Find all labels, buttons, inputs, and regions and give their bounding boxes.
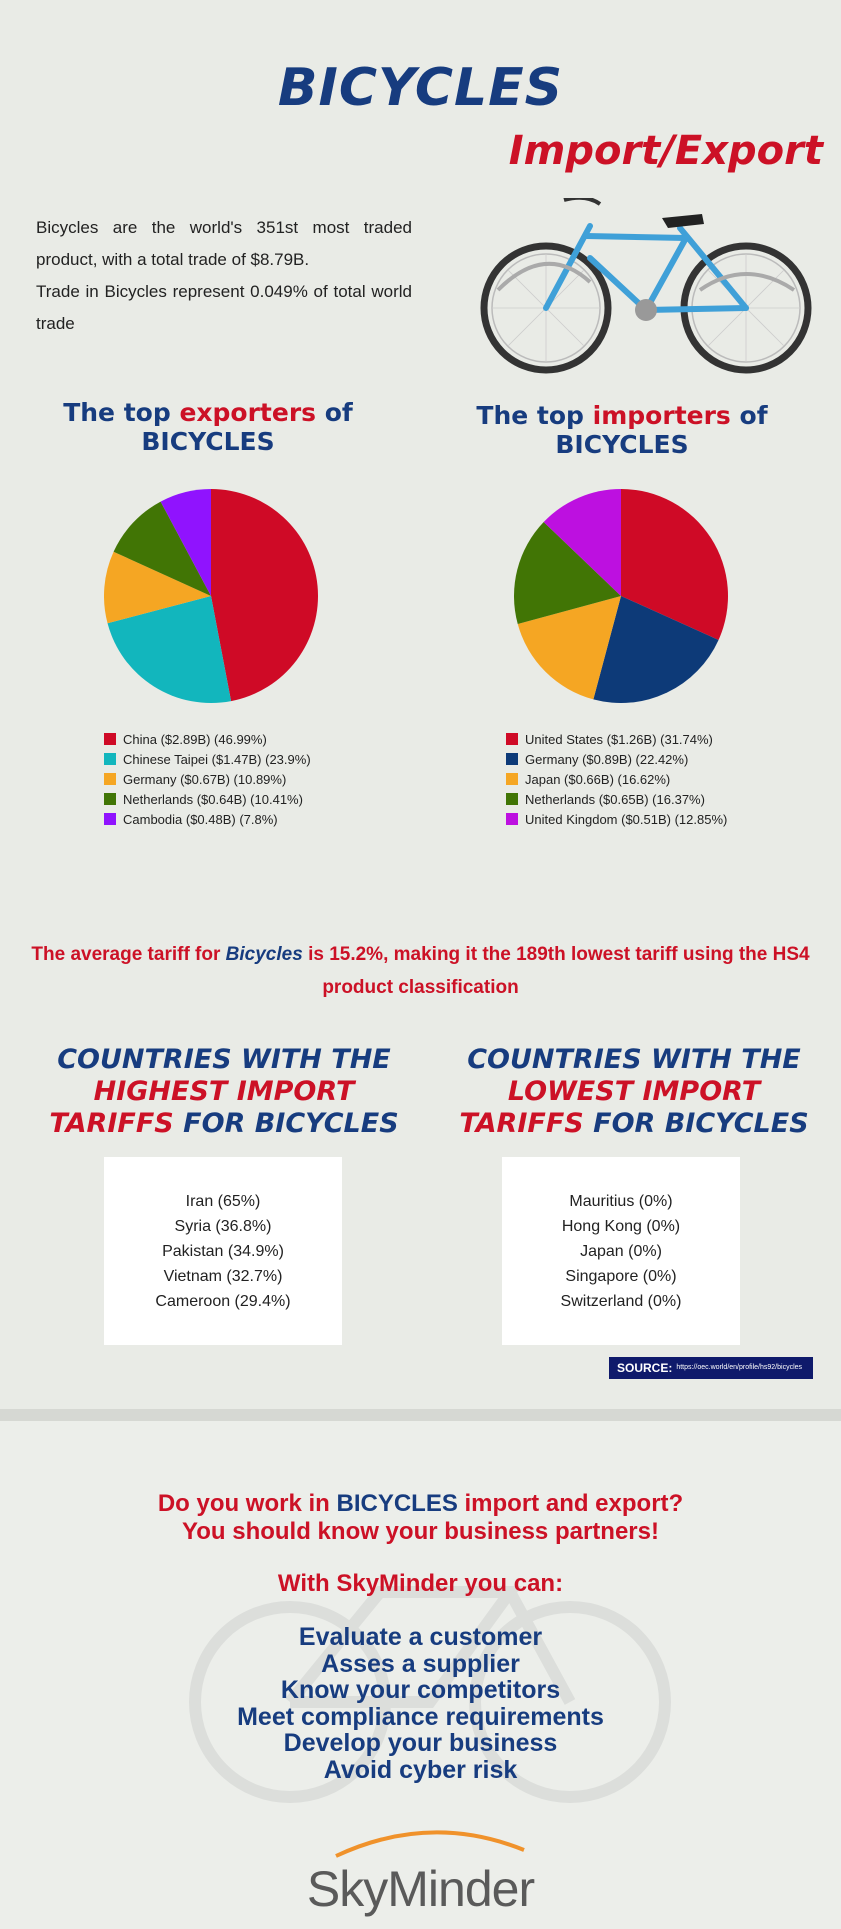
- source-badge[interactable]: [609, 1357, 813, 1379]
- legend-swatch: [506, 753, 518, 765]
- page-subtitle: Import/Export: [508, 128, 823, 174]
- tariff-country-item: Cameroon (29.4%): [155, 1292, 291, 1310]
- lowest-tariffs-title: COUNTRIES WITH THE LOWEST IMPORT TARIFFS FOR BICYCLES: [459, 1044, 809, 1139]
- importers-pie-chart: [514, 489, 728, 703]
- highest-tariffs-list: [104, 1157, 342, 1345]
- tariff-country-item: Syria (36.8%): [174, 1217, 272, 1235]
- page-title: BICYCLES: [277, 58, 564, 118]
- legend-label: Netherlands ($0.64B) (10.41%): [123, 791, 303, 807]
- legend-label: Germany ($0.89B) (22.42%): [525, 751, 689, 767]
- intro-line-2: Trade in Bicycles represent 0.049% of total world trade: [36, 282, 412, 333]
- legend-label: Japan ($0.66B) (16.62%): [525, 771, 671, 787]
- legend-label: Netherlands ($0.65B) (16.37%): [525, 791, 705, 807]
- legend-swatch: [506, 813, 518, 825]
- cta-with-skyminder: With SkyMinder you can:: [277, 1570, 564, 1597]
- legend-item: [104, 809, 311, 829]
- legend-item: [506, 809, 727, 829]
- tariff-product: Bicycles: [225, 944, 303, 965]
- tariff-country-item: Iran (65%): [185, 1192, 261, 1210]
- tariff-country-item: Switzerland (0%): [560, 1292, 682, 1310]
- legend-item: [506, 729, 727, 749]
- tariff-country-item: Vietnam (32.7%): [163, 1267, 283, 1285]
- importers-legend: [506, 729, 727, 829]
- cta-benefit-item: Know your competitors: [280, 1676, 561, 1704]
- cta-benefit-item: Evaluate a customer: [298, 1623, 543, 1651]
- legend-swatch: [506, 733, 518, 745]
- skyminder-logo: SkyMinder: [306, 1861, 535, 1917]
- legend-swatch: [104, 753, 116, 765]
- legend-swatch: [104, 793, 116, 805]
- highest-tariffs-title: COUNTRIES WITH THE HIGHEST IMPORT TARIFFS FOR BICYCLES: [49, 1044, 399, 1139]
- legend-label: United States ($1.26B) (31.74%): [525, 731, 713, 747]
- intro-line-1: Bicycles are the world's 351st most traded product, with a total trade of $8.79B.: [36, 218, 412, 269]
- exporters-title: The top exporters of BICYCLES: [63, 398, 353, 456]
- cta-benefit-item: Asses a supplier: [321, 1649, 520, 1678]
- cta-benefit-item: Avoid cyber risk: [323, 1755, 518, 1784]
- legend-label: Germany ($0.67B) (10.89%): [123, 771, 287, 787]
- legend-label: United Kingdom ($0.51B) (12.85%): [525, 811, 728, 827]
- importers-title: The top importers of BICYCLES: [476, 401, 768, 459]
- exporters-title-product: BICYCLES: [141, 427, 275, 456]
- legend-item: [104, 729, 311, 749]
- importers-highlight: importers: [592, 401, 731, 430]
- importers-title-product: BICYCLES: [555, 430, 689, 459]
- pie-slice: [211, 489, 318, 701]
- lowest-tariffs-list: [502, 1157, 740, 1345]
- exporters-pie-chart: [104, 489, 318, 703]
- tariff-country-item: Japan (0%): [580, 1242, 662, 1260]
- tariff-country-item: Pakistan (34.9%): [162, 1242, 284, 1260]
- exporters-highlight: exporters: [179, 398, 317, 427]
- legend-swatch: [506, 793, 518, 805]
- source-link[interactable]: https://oec.world/en/profile/hs92/bicycles: [676, 1364, 803, 1371]
- tariff-country-item: Singapore (0%): [565, 1267, 677, 1285]
- legend-swatch: [104, 773, 116, 785]
- cta-benefits-list: [0, 1624, 841, 1783]
- legend-item: [506, 749, 727, 769]
- legend-label: Cambodia ($0.48B) (7.8%): [123, 811, 278, 827]
- cta-benefit-item: Meet compliance requirements: [237, 1702, 604, 1731]
- legend-label: China ($2.89B) (46.99%): [123, 731, 267, 747]
- cta-product: BICYCLES: [336, 1490, 465, 1517]
- skyminder-logo-arc: [332, 1826, 528, 1858]
- source-label: SOURCE:: [617, 1361, 673, 1375]
- exporters-legend: [104, 729, 311, 829]
- cta-benefit-item: Develop your business: [283, 1729, 558, 1757]
- tariff-country-item: Hong Kong (0%): [561, 1217, 681, 1235]
- legend-item: [104, 789, 311, 809]
- legend-swatch: [506, 773, 518, 785]
- legend-swatch: [104, 813, 116, 825]
- legend-item: [104, 769, 311, 789]
- legend-item: [506, 769, 727, 789]
- tariff-country-item: Mauritius (0%): [569, 1192, 673, 1210]
- legend-label: Chinese Taipei ($1.47B) (23.9%): [123, 751, 311, 767]
- cta-question: Do you work in BICYCLES import and export? You should know your business partners!: [157, 1490, 684, 1545]
- legend-item: [506, 789, 727, 809]
- legend-item: [104, 749, 311, 769]
- section-divider: [0, 1409, 841, 1421]
- average-tariff-note: The average tariff for Bicycles is 15.2%, making it the 189th lowest tariff using the HS4 product classification: [31, 944, 810, 998]
- legend-swatch: [104, 733, 116, 745]
- intro-text: [36, 212, 412, 340]
- bicycle-illustration: [478, 198, 814, 384]
